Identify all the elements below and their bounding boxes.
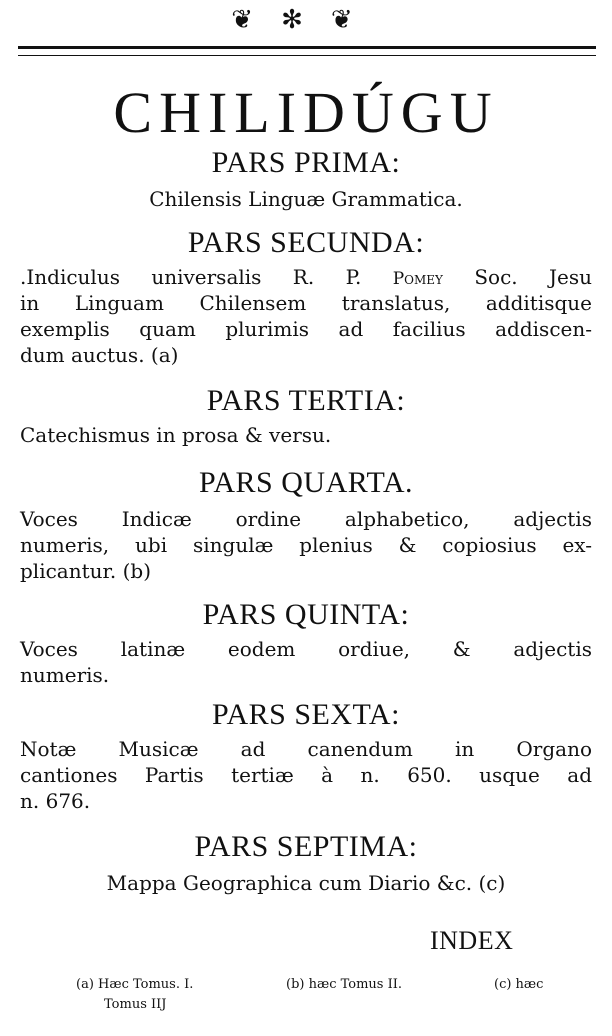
fleuron-right-icon: ❦ [330, 5, 381, 35]
heading-pars-secunda: PARS SECUNDA: [187, 226, 425, 259]
heading-pars-septima: PARS SEPTIMA: [194, 830, 418, 863]
asterism-icon: ✻ [281, 5, 331, 35]
heading-pars-quarta: PARS QUARTA. [198, 466, 414, 499]
heading-pars-sexta: PARS SEXTA: [212, 698, 400, 731]
fleuron-left-icon: ❦ [231, 5, 282, 35]
ornament-row [0, 4, 612, 36]
book-title: CHILIDÚGU [113, 80, 499, 145]
pars-secunda-line-4: dum auctus. (a) [20, 343, 179, 367]
double-rule-thin [18, 55, 596, 56]
pars-septima-line-1: Mappa Geographica cum Diario &c. (c) [106, 871, 506, 895]
footnote-a: (a) Hæc Tomus. I. [76, 977, 194, 992]
pars-sexta-line-2: cantiones Partis tertiæ à n. 650. usque ad [20, 763, 592, 787]
author-name: Pomey [392, 269, 443, 289]
pars-quarta-line-1: Voces Indicæ ordine alphabetico, adjectis [20, 507, 592, 531]
footnote-c: (c) hæc [494, 977, 544, 992]
heading-pars-quinta: PARS QUINTA: [202, 598, 410, 631]
heading-pars-prima: PARS PRIMA: [211, 146, 401, 179]
index-label: INDEX [430, 926, 514, 955]
pars-sexta-line-1: Notæ Musicæ ad canendum in Organo [20, 737, 592, 761]
pars-prima-line-1: Chilensis Linguæ Grammatica. [149, 187, 463, 211]
footnote-c-cont: Tomus IIJ [104, 997, 167, 1012]
pars-secunda-line-3: exemplis quam plurimis ad facilius addiscen- [20, 317, 592, 341]
double-rule-thick [18, 46, 596, 49]
pars-quarta-line-3: plicantur. (b) [20, 559, 152, 583]
pars-quinta-line-1: Voces latinæ eodem ordiue, & adjectis [20, 637, 592, 661]
footnote-b: (b) hæc Tomus II. [286, 977, 402, 992]
pars-secunda-line-2: in Linguam Chilensem translatus, additisque [20, 291, 592, 315]
pars-quinta-line-2: numeris. [20, 663, 110, 687]
pars-tertia-line-1: Catechismus in prosa & versu. [20, 423, 332, 447]
pars-quarta-line-2: numeris, ubi singulæ plenius & copiosius ex- [20, 533, 592, 557]
pars-sexta-line-3: n. 676. [20, 789, 91, 813]
pars-secunda-line-1: .Indiculus universalis R. P. Pomey Soc. Jesu [20, 265, 593, 289]
heading-pars-tertia: PARS TERTIA: [206, 384, 406, 417]
